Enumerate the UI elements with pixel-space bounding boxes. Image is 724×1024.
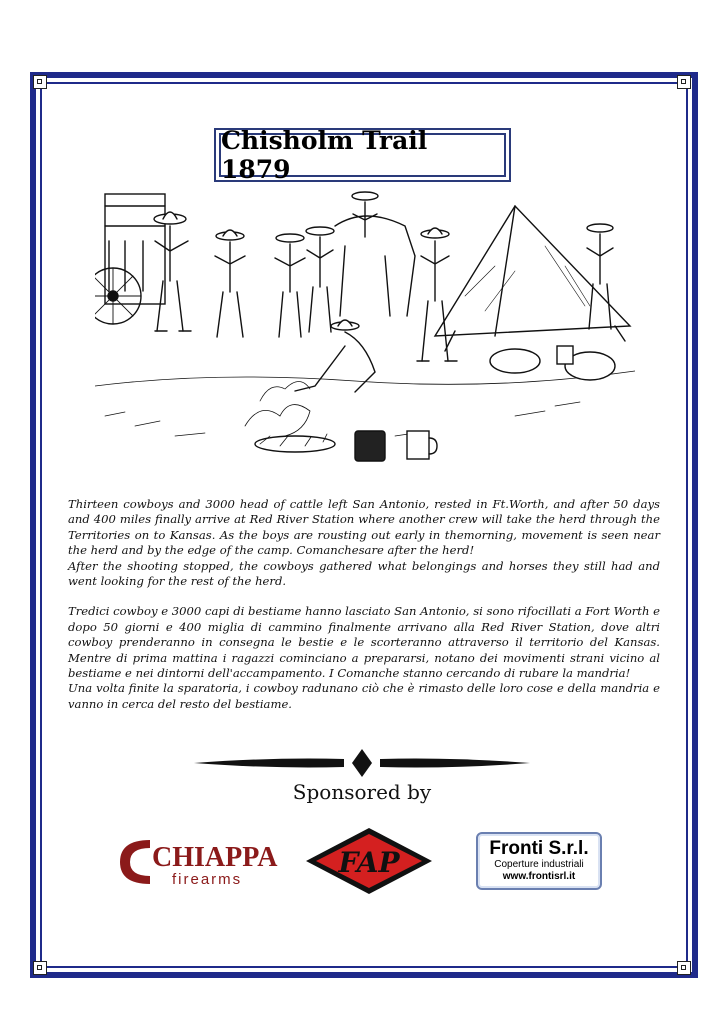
title-box [214, 128, 511, 182]
sponsored-by-label: Sponsored by [292, 780, 432, 804]
fronti-srl-logo [476, 832, 602, 890]
fronti-name: Fronti S.r.l. [489, 838, 589, 859]
corner-ornament-top-right [677, 75, 691, 89]
story-english: Thirteen cowboys and 3000 head of cattle left San Antonio, rested in Ft.Worth, and after 50 days and 400 miles finally arrive at Red River Station where another crew will take the herd through the Territories on to Kansas. As the boys are rousting out early in themorning, movement is seen near the herd and by the edge of the camp. Comanchesare after the herd! [68, 497, 660, 558]
chiappa-logo-name: CHIAPPA [152, 842, 278, 873]
cowboy-camp-illustration [95, 186, 635, 476]
corner-ornament-top-left [33, 75, 47, 89]
page-title: Chisholm Trail 1879 [219, 133, 506, 177]
story-text [68, 497, 660, 712]
ornamental-divider [194, 745, 530, 781]
fronti-url: www.frontisrl.it [502, 871, 576, 882]
fap-logo [304, 826, 434, 896]
story-italian-2: Una volta finite la sparatoria, i cowboy radunano ciò che è rimasto delle loro cose e della mandria e vanno in cerca del resto del bestiame. [68, 681, 660, 711]
story-italian: Tredici cowboy e 3000 capi di bestiame hanno lasciato San Antonio, si sono rifocillati a Fort Worth e dopo 50 giorni e 400 miglia di cammino finalmente arrivano alla Red River Station, dove altri cowboy prenderanno in consegna le bestie e le scorteranno attraverso il territorio del Kansas. Mentre di prima mattina i ragazzi cominciano a prepararsi, notano dei movimenti strani vicino al bestiame e nei dintorni dell'accampamento. I Comanche stanno cercando di rubare la mandria! [68, 604, 660, 681]
corner-ornament-bottom-left [33, 961, 47, 975]
chiappa-firearms-logo [110, 830, 290, 890]
fap-logo-text: FAP [338, 846, 400, 879]
corner-ornament-bottom-right [677, 961, 691, 975]
chiappa-logo-subtitle: firearms [172, 871, 243, 888]
fronti-subtitle: Coperture industriali [494, 859, 584, 870]
story-english-2: After the shooting stopped, the cowboys gathered what belongings and horses they still had and went looking for the rest of the herd. [68, 558, 660, 589]
